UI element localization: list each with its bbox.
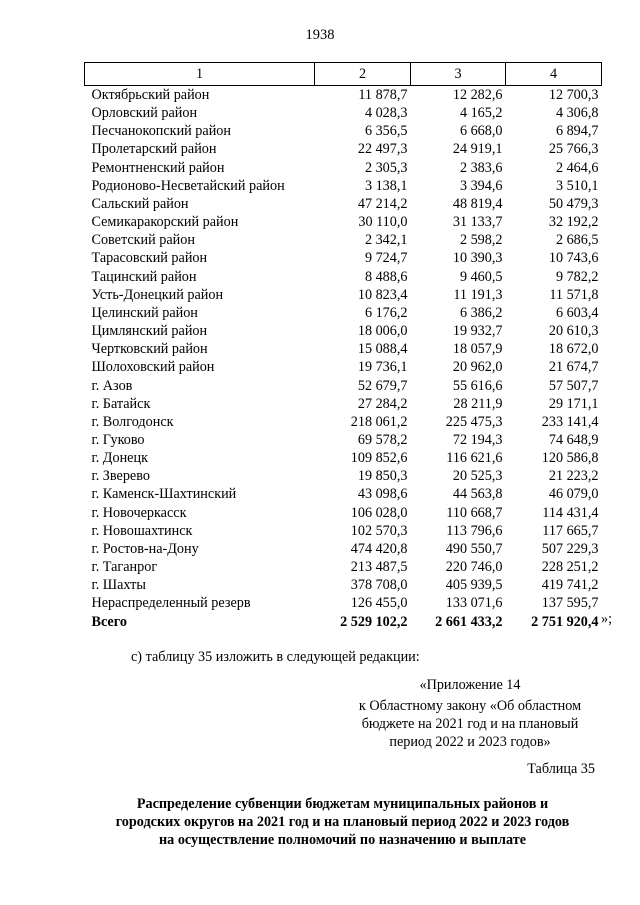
amount-cell: 6 356,5 [364, 123, 408, 140]
table-row [85, 268, 602, 286]
district-name-cell: Шолоховский район [91, 359, 215, 376]
amount-cell: 228 251,2 [541, 559, 599, 576]
table-body [85, 86, 602, 613]
amount-cell: 6 894,7 [555, 123, 599, 140]
heading-line-3: на осуществление полномочий по назначению и выплате [159, 832, 526, 848]
table-row [85, 122, 602, 140]
amount-cell: 106 028,0 [350, 504, 408, 521]
column-header: 3 [411, 63, 506, 86]
amount-cell: 19 736,1 [357, 359, 408, 376]
table-row [85, 558, 602, 576]
table-row [85, 177, 602, 195]
appendix-title: «Приложение 14 [419, 677, 521, 693]
district-name-cell: г. Ростов-на-Дону [91, 540, 199, 557]
amount-cell: 117 665,7 [542, 522, 599, 539]
amount-cell: 6 386,2 [459, 304, 503, 321]
table-row [85, 304, 602, 322]
amount-cell: 120 586,8 [541, 450, 599, 467]
amount-cell: 50 479,3 [548, 195, 599, 212]
amount-cell: 24 919,1 [452, 141, 503, 158]
table-row [85, 231, 602, 249]
table-row [85, 358, 602, 376]
table-label: Таблица 35 [527, 761, 595, 777]
table-row [85, 322, 602, 340]
amount-cell: 46 079,0 [548, 486, 599, 503]
table-row [85, 86, 602, 105]
district-name-cell: г. Новошахтинск [91, 522, 193, 539]
amount-cell: 32 192,2 [548, 214, 599, 231]
amount-cell: 25 766,3 [548, 141, 599, 158]
amount-cell: 10 390,3 [452, 250, 503, 267]
amount-cell: 12 282,6 [452, 87, 503, 103]
table-row [85, 594, 602, 612]
amount-cell: 2 305,3 [364, 159, 408, 176]
amount-cell: 52 679,7 [357, 377, 408, 394]
district-name-cell: Тацинский район [91, 268, 197, 285]
amount-cell: 48 819,4 [452, 195, 503, 212]
amount-cell: 29 171,1 [548, 395, 599, 412]
amount-cell: 72 194,3 [452, 431, 503, 448]
amount-cell: 137 595,7 [541, 595, 599, 612]
amount-cell: 102 570,3 [350, 522, 408, 539]
district-name-cell: г. Батайск [91, 395, 151, 412]
amount-cell: 15 088,4 [357, 341, 408, 358]
total-2021: 2 529 102,2 [340, 613, 408, 630]
district-name-cell: Чертковский район [91, 341, 208, 358]
amount-cell: 6 176,2 [364, 304, 408, 321]
district-name-cell: г. Каменск-Шахтинский [91, 486, 237, 503]
amount-cell: 378 708,0 [350, 577, 408, 594]
amount-cell: 27 284,2 [357, 395, 408, 412]
closing-quote-suffix: »; [601, 611, 613, 627]
district-name-cell: г. Шахты [91, 577, 146, 594]
table-row [85, 485, 602, 503]
table-row [85, 249, 602, 267]
amount-cell: 133 071,6 [445, 595, 503, 612]
district-name-cell: г. Зверево [91, 468, 150, 485]
amount-cell: 2 342,1 [364, 232, 408, 249]
amount-cell: 3 394,6 [459, 177, 503, 194]
table-row [85, 340, 602, 358]
column-header: 4 [506, 63, 602, 86]
table-row [85, 504, 602, 522]
amount-cell: 12 700,3 [548, 87, 599, 103]
total-2023: 2 751 920,4 [531, 613, 599, 630]
district-name-cell: Родионово-Несветайский район [91, 177, 285, 194]
amount-cell: 11 878,7 [358, 87, 408, 103]
amount-cell: 6 668,0 [459, 123, 503, 140]
table-row [85, 540, 602, 558]
amount-cell: 74 648,9 [548, 431, 599, 448]
amount-cell: 126 455,0 [350, 595, 408, 612]
amount-cell: 2 598,2 [459, 232, 503, 249]
district-name-cell: г. Таганрог [91, 559, 158, 576]
amount-cell: 213 487,5 [350, 559, 408, 576]
amount-cell: 2 464,6 [555, 159, 599, 176]
table-row [85, 213, 602, 231]
amount-cell: 28 211,9 [453, 395, 503, 412]
table-row [85, 159, 602, 177]
amount-cell: 405 939,5 [445, 577, 503, 594]
amount-cell: 3 510,1 [555, 177, 599, 194]
district-name-cell: г. Гуково [91, 431, 145, 448]
page-number: 1938 [305, 27, 335, 43]
district-name-cell: Пролетарский район [91, 141, 217, 158]
amount-cell: 8 488,6 [364, 268, 408, 285]
amount-cell: 419 741,2 [541, 577, 599, 594]
amount-cell: 20 525,3 [452, 468, 503, 485]
district-name-cell: Октябрьский район [91, 87, 210, 103]
amount-cell: 3 138,1 [364, 177, 408, 194]
table-row [85, 377, 602, 395]
amount-cell: 10 823,4 [357, 286, 408, 303]
amount-cell: 18 057,9 [452, 341, 503, 358]
table-row [85, 104, 602, 122]
amount-cell: 18 006,0 [357, 323, 408, 340]
amount-cell: 22 497,3 [357, 141, 408, 158]
table-row [85, 286, 602, 304]
table-header-row [85, 63, 602, 86]
table-row [85, 431, 602, 449]
district-name-cell: Нераспределенный резерв [91, 595, 251, 612]
table-row [85, 395, 602, 413]
table-row [85, 140, 602, 158]
heading-line-2: городских округов на 2021 год и на плановый период 2022 и 2023 годов [115, 814, 570, 830]
amount-cell: 507 229,3 [541, 540, 599, 557]
amount-cell: 113 796,6 [446, 522, 503, 539]
table-row [85, 449, 602, 467]
district-name-cell: Усть-Донецкий район [91, 286, 224, 303]
district-name-cell: Песчанокопский район [91, 123, 231, 140]
district-name-cell: Целинский район [91, 304, 198, 321]
district-name-cell: Ремонтненский район [91, 159, 225, 176]
amendment-instruction: с) таблицу 35 изложить в следующей редакции: [131, 649, 420, 665]
appendix-line-3: период 2022 и 2023 годов» [389, 734, 551, 750]
district-name-cell: г. Азов [91, 377, 133, 394]
amount-cell: 9 724,7 [364, 250, 408, 267]
amount-cell: 69 578,2 [357, 431, 408, 448]
amount-cell: 20 610,3 [548, 323, 599, 340]
amount-cell: 9 782,2 [555, 268, 599, 285]
amount-cell: 57 507,7 [548, 377, 599, 394]
amount-cell: 110 668,7 [446, 504, 503, 521]
amount-cell: 2 686,5 [555, 232, 599, 249]
amount-cell: 116 621,6 [446, 450, 503, 467]
amount-cell: 21 223,2 [548, 468, 599, 485]
amount-cell: 21 674,7 [548, 359, 599, 376]
district-name-cell: Орловский район [91, 105, 198, 122]
district-name-cell: Тарасовский район [91, 250, 208, 267]
amount-cell: 474 420,8 [350, 540, 408, 557]
heading-line-1: Распределение субвенции бюджетам муниципальных районов и [136, 796, 549, 812]
amount-cell: 47 214,2 [357, 195, 408, 212]
district-name-cell: г. Донецк [91, 450, 148, 467]
amount-cell: 31 133,7 [452, 214, 503, 231]
amount-cell: 114 431,4 [542, 504, 599, 521]
district-name-cell: Семикаракорский район [91, 214, 239, 231]
amount-cell: 55 616,6 [452, 377, 503, 394]
district-name-cell: Сальский район [91, 195, 189, 212]
table-row [85, 522, 602, 540]
appendix-line-1: к Областному закону «Об областном [358, 698, 582, 714]
amount-cell: 4 165,2 [459, 105, 503, 122]
column-header: 1 [85, 63, 315, 86]
total-label: Всего [91, 613, 127, 630]
table-row [85, 195, 602, 213]
amount-cell: 10 743,6 [548, 250, 599, 267]
amount-cell: 233 141,4 [541, 413, 599, 430]
amount-cell: 18 672,0 [548, 341, 599, 358]
amount-cell: 30 110,0 [358, 214, 408, 231]
amount-cell: 218 061,2 [350, 413, 408, 430]
amount-cell: 220 746,0 [445, 559, 503, 576]
amount-cell: 4 306,8 [555, 105, 599, 122]
column-header: 2 [315, 63, 411, 86]
amount-cell: 9 460,5 [459, 268, 503, 285]
appendix-line-2: бюджете на 2021 год и на плановый [361, 716, 579, 732]
district-name-cell: г. Волгодонск [91, 413, 174, 430]
amount-cell: 225 475,3 [445, 413, 503, 430]
table-row [85, 413, 602, 431]
table-row [85, 467, 602, 485]
amount-cell: 11 191,3 [453, 286, 503, 303]
table-heading [84, 795, 601, 849]
amount-cell: 490 550,7 [445, 540, 503, 557]
amount-cell: 11 571,8 [549, 286, 599, 303]
amount-cell: 4 028,3 [364, 105, 408, 122]
amount-cell: 6 603,4 [555, 304, 599, 321]
amount-cell: 43 098,6 [357, 486, 408, 503]
district-name-cell: Цимлянский район [91, 323, 208, 340]
amount-cell: 109 852,6 [350, 450, 408, 467]
amount-cell: 19 850,3 [357, 468, 408, 485]
district-name-cell: г. Новочеркасск [91, 504, 187, 521]
amount-cell: 44 563,8 [452, 486, 503, 503]
total-row [85, 613, 602, 631]
amount-cell: 20 962,0 [452, 359, 503, 376]
total-2022: 2 661 433,2 [435, 613, 503, 630]
amount-cell: 19 932,7 [452, 323, 503, 340]
district-name-cell: Советский район [91, 232, 195, 249]
table-row [85, 576, 602, 594]
amount-cell: 2 383,6 [459, 159, 503, 176]
subvention-table [84, 62, 602, 631]
